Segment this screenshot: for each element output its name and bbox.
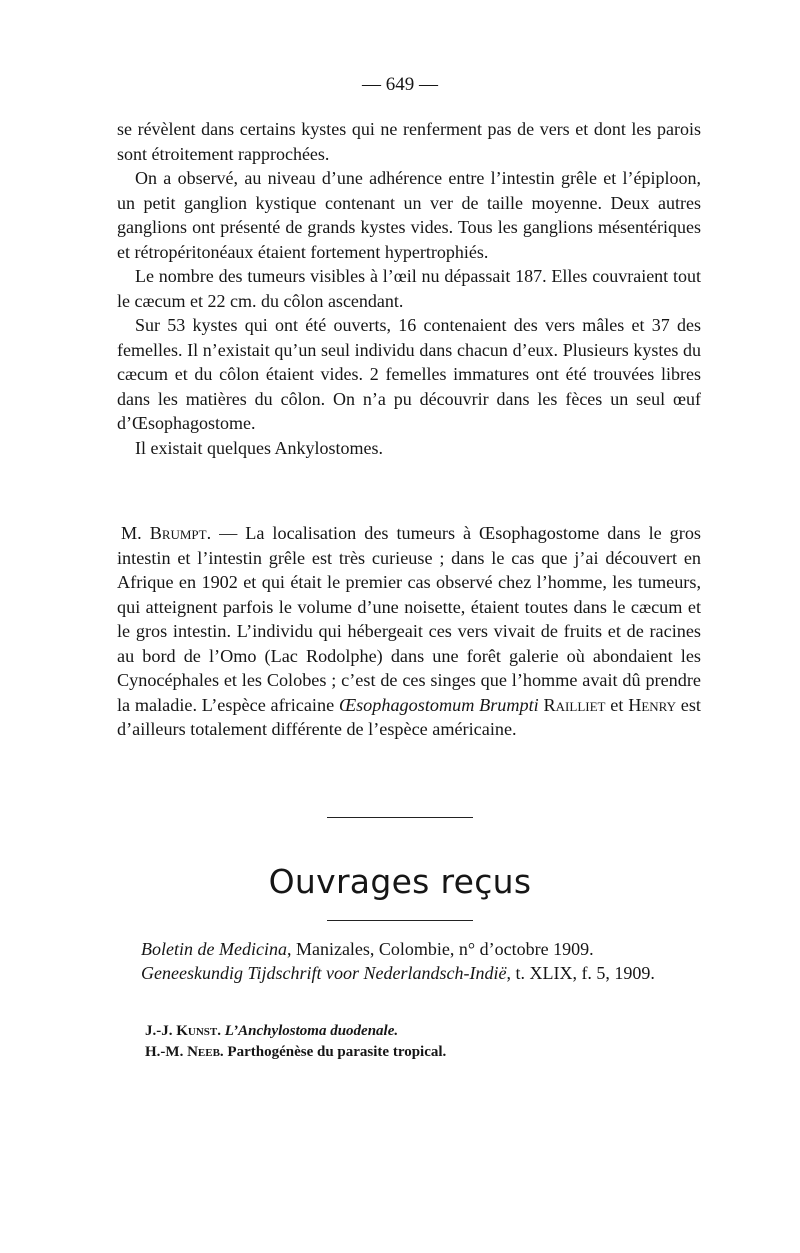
sub-reference-1-author: J.-J. Kunst. xyxy=(145,1023,222,1039)
received-works-list xyxy=(117,937,701,985)
sub-reference-2 xyxy=(145,1042,705,1063)
sub-reference-1 xyxy=(145,1021,705,1042)
sub-reference-2-author: H.-M. Neeb. xyxy=(145,1044,224,1060)
reference-2-title: Geneeskundig Tijdschrift voor Nederlandsch-Indië xyxy=(141,963,507,983)
reference-1-title: Boletin de Medicina xyxy=(141,939,287,959)
reference-1 xyxy=(117,937,701,961)
reference-1-details: , Manizales, Colombie, n° d’octobre 1909. xyxy=(286,939,594,959)
reference-2 xyxy=(117,961,701,985)
sub-references xyxy=(145,1021,705,1063)
speaker-name: Brumpt xyxy=(149,523,207,543)
reference-2-details: , t. XLIX, f. 5, 1909. xyxy=(506,963,655,983)
author-henry: Henry xyxy=(628,694,676,715)
paragraph-2: On a observé, au niveau d’une adhérence entre l’intestin grêle et l’épiploon, un petit ganglion kystique contenant un ver de taille moyenne. Deux autres ganglions ont présenté de grands kystes vides. Tous les ganglions mésentériques et rétropéritonéaux étaient fortement hypertrophiés. xyxy=(117,168,701,262)
speaker-initial: M. xyxy=(121,523,150,543)
section-heading: Ouvrages reçus xyxy=(268,862,532,901)
author-railliet: Railliet xyxy=(543,694,606,715)
sub-reference-2-title: Parthogénèse du parasite tropical. xyxy=(227,1044,447,1060)
paragraph-4: Sur 53 kystes qui ont été ouverts, 16 contenaient des vers mâles et 37 des femelles. Il n’existait qu’un seul individu dans chacun d’eux. Plusieurs kystes du cæcum et du côlon étaient vides. 2 femelles immatures ont été trouvées libres dans les matières du côlon. On n’a pu découvrir dans les fèces un seul œuf d’Œsophagostome. xyxy=(117,315,701,433)
sub-reference-1-title: L’Anchylostoma duodenale. xyxy=(224,1023,399,1039)
comment-paragraph xyxy=(117,521,701,742)
paragraph-3: Le nombre des tumeurs visibles à l’œil nu dépassait 187. Elles couvraient tout le cæcum et 22 cm. du côlon ascendant. xyxy=(117,266,701,311)
author-connector: et xyxy=(605,694,629,715)
section-observation xyxy=(117,117,701,460)
comment-text-b: est d’ailleurs totalement différente de l’espèce américaine. xyxy=(117,694,701,739)
paragraph-5: Il existait quelques Ankylostomes. xyxy=(135,437,383,458)
paragraph-1: se révèlent dans certains kystes qui ne renferment pas de vers et dont les parois sont étroitement rapprochées. xyxy=(117,119,701,164)
divider-rule-top xyxy=(327,817,473,818)
comment-text-a: . — La localisation des tumeurs à Œsophagostome dans le gros intestin et l’intestin grêle est très curieuse ; dans le cas que j’ai découvert en Afrique en 1902 et qui était le premier cas observé chez l’homme, les tumeurs, qui atteignent parfois le volume d’une noisette, étaient toutes dans le cæcum et le gros intestin. L’individu qui hébergeait ces vers vivait de fruits et de racines au bord de l’Omo (Lac Rodolphe) dans une forêt galerie où abondaient les Cynocéphales et les Colobes ; c’est de ces singes que l’homme avait dû prendre la maladie. L’espèce africaine xyxy=(117,523,701,715)
divider-rule-bottom xyxy=(327,920,473,921)
page-number: — 649 — xyxy=(362,74,438,95)
section-brumpt-comment xyxy=(117,521,701,742)
species-name: Œsophagostomum Brumpti xyxy=(338,694,539,715)
